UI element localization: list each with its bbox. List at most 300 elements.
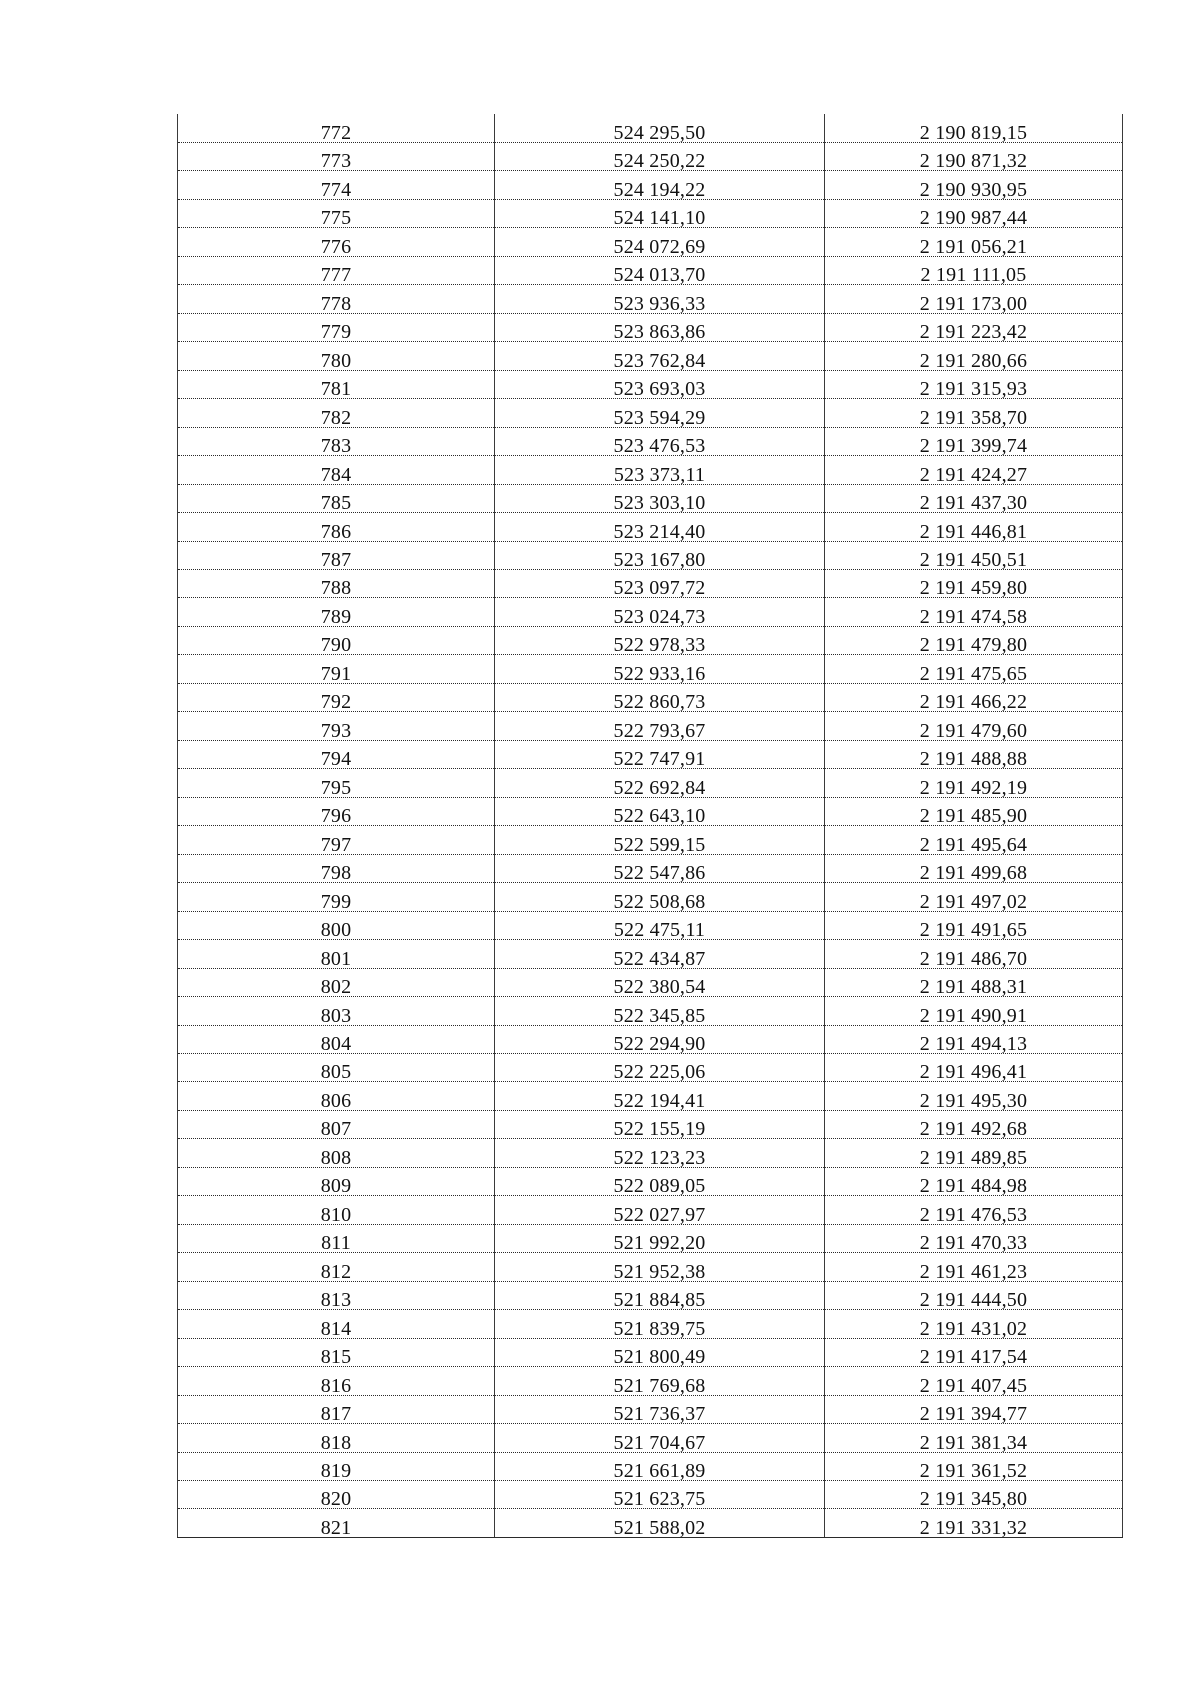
table-row bbox=[178, 1395, 1123, 1423]
y-coordinate-text: 2 191 431,02 bbox=[919, 1317, 1028, 1340]
table-row bbox=[178, 683, 1123, 711]
table-row bbox=[178, 541, 1123, 569]
x-coordinate-cell bbox=[495, 769, 825, 797]
y-coordinate-text: 2 191 488,88 bbox=[919, 748, 1028, 771]
y-coordinate-cell bbox=[825, 1196, 1123, 1224]
point-number-cell bbox=[178, 598, 495, 626]
x-coordinate-cell bbox=[495, 256, 825, 287]
x-coordinate-cell bbox=[495, 1424, 825, 1452]
y-coordinate-text: 2 191 495,30 bbox=[919, 1089, 1028, 1112]
point-number-text: 821 bbox=[320, 1516, 352, 1539]
point-number-text: 773 bbox=[320, 150, 352, 173]
x-coordinate-cell bbox=[495, 997, 825, 1025]
y-coordinate-cell bbox=[825, 114, 1123, 142]
x-coordinate-cell bbox=[495, 740, 825, 771]
y-coordinate-text: 2 191 450,51 bbox=[919, 549, 1028, 571]
point-number-cell bbox=[178, 940, 495, 968]
point-number-text: 815 bbox=[320, 1346, 352, 1369]
y-coordinate-cell bbox=[825, 968, 1123, 999]
y-coordinate-text: 2 191 223,42 bbox=[919, 321, 1028, 344]
y-coordinate-cell bbox=[825, 826, 1123, 854]
point-number-cell bbox=[178, 1196, 495, 1224]
point-number-text: 797 bbox=[320, 833, 352, 856]
y-coordinate-cell bbox=[825, 399, 1123, 427]
point-number-cell bbox=[178, 1224, 495, 1255]
point-number-cell bbox=[178, 854, 495, 885]
y-coordinate-text: 2 191 315,93 bbox=[919, 378, 1028, 401]
y-coordinate-text: 2 191 407,45 bbox=[919, 1374, 1028, 1397]
y-coordinate-text: 2 191 479,60 bbox=[919, 719, 1028, 742]
y-coordinate-cell bbox=[825, 228, 1123, 256]
x-coordinate-cell bbox=[495, 1481, 825, 1509]
x-coordinate-cell bbox=[495, 968, 825, 999]
y-coordinate-cell bbox=[825, 1053, 1123, 1084]
point-number-text: 809 bbox=[320, 1175, 352, 1198]
point-number-cell bbox=[178, 1281, 495, 1312]
point-number-cell bbox=[178, 370, 495, 401]
point-number-text: 785 bbox=[320, 492, 352, 515]
x-coordinate-text: 523 024,73 bbox=[613, 605, 706, 628]
point-number-cell bbox=[178, 513, 495, 541]
x-coordinate-text: 523 167,80 bbox=[613, 549, 706, 571]
table-row bbox=[178, 712, 1123, 740]
point-number-cell bbox=[178, 1338, 495, 1369]
x-coordinate-cell bbox=[495, 484, 825, 515]
point-number-cell bbox=[178, 655, 495, 683]
point-number-cell bbox=[178, 228, 495, 256]
y-coordinate-text: 2 191 492,68 bbox=[919, 1118, 1028, 1141]
y-coordinate-text: 2 191 496,41 bbox=[919, 1061, 1028, 1084]
y-coordinate-cell bbox=[825, 570, 1123, 598]
y-coordinate-text: 2 191 056,21 bbox=[919, 235, 1028, 258]
table-row bbox=[178, 940, 1123, 968]
table-row bbox=[178, 626, 1123, 654]
x-coordinate-text: 521 769,68 bbox=[613, 1374, 706, 1397]
x-coordinate-cell bbox=[495, 1338, 825, 1369]
point-number-text: 792 bbox=[320, 691, 352, 714]
y-coordinate-cell bbox=[825, 1481, 1123, 1509]
x-coordinate-cell bbox=[495, 370, 825, 401]
x-coordinate-cell bbox=[495, 171, 825, 199]
y-coordinate-text: 2 190 930,95 bbox=[919, 178, 1028, 201]
table-row bbox=[178, 1167, 1123, 1195]
table-row bbox=[178, 1253, 1123, 1281]
y-coordinate-cell bbox=[825, 1395, 1123, 1426]
coordinates-table bbox=[177, 114, 1123, 1538]
point-number-cell bbox=[178, 1167, 495, 1198]
y-coordinate-text: 2 191 461,23 bbox=[919, 1260, 1028, 1283]
y-coordinate-text: 2 191 444,50 bbox=[919, 1289, 1028, 1312]
table-row bbox=[178, 1509, 1123, 1537]
y-coordinate-text: 2 190 819,15 bbox=[919, 121, 1028, 144]
y-coordinate-cell bbox=[825, 1310, 1123, 1338]
x-coordinate-cell bbox=[495, 399, 825, 427]
x-coordinate-text: 521 952,38 bbox=[613, 1260, 706, 1283]
x-coordinate-text: 524 295,50 bbox=[613, 121, 706, 144]
table-row bbox=[178, 1196, 1123, 1224]
y-coordinate-text: 2 191 492,19 bbox=[919, 776, 1028, 799]
x-coordinate-cell bbox=[495, 228, 825, 256]
point-number-cell bbox=[178, 1367, 495, 1395]
y-coordinate-text: 2 190 871,32 bbox=[919, 150, 1028, 173]
point-number-cell bbox=[178, 911, 495, 942]
y-coordinate-text: 2 191 331,32 bbox=[919, 1516, 1028, 1539]
point-number-text: 781 bbox=[320, 378, 352, 401]
point-number-cell bbox=[178, 712, 495, 740]
point-number-text: 813 bbox=[320, 1289, 352, 1312]
y-coordinate-cell bbox=[825, 740, 1123, 771]
y-coordinate-text: 2 191 499,68 bbox=[919, 862, 1028, 885]
y-coordinate-cell bbox=[825, 997, 1123, 1025]
y-coordinate-text: 2 191 361,52 bbox=[919, 1460, 1028, 1482]
x-coordinate-cell bbox=[495, 513, 825, 541]
point-number-text: 820 bbox=[320, 1488, 352, 1511]
x-coordinate-text: 523 594,29 bbox=[613, 406, 706, 429]
point-number-text: 772 bbox=[320, 121, 352, 144]
y-coordinate-text: 2 191 417,54 bbox=[919, 1346, 1028, 1369]
point-number-cell bbox=[178, 1253, 495, 1281]
table-row bbox=[178, 399, 1123, 427]
point-number-text: 801 bbox=[320, 947, 352, 970]
table-row bbox=[178, 968, 1123, 996]
point-number-text: 775 bbox=[320, 207, 352, 230]
x-coordinate-cell bbox=[495, 1224, 825, 1255]
point-number-cell bbox=[178, 427, 495, 458]
table-row bbox=[178, 826, 1123, 854]
y-coordinate-cell bbox=[825, 199, 1123, 230]
y-coordinate-cell bbox=[825, 513, 1123, 541]
point-number-cell bbox=[178, 541, 495, 569]
x-coordinate-cell bbox=[495, 1139, 825, 1167]
y-coordinate-text: 2 191 437,30 bbox=[919, 492, 1028, 515]
x-coordinate-text: 522 380,54 bbox=[613, 976, 706, 999]
x-coordinate-text: 521 661,89 bbox=[613, 1460, 706, 1482]
point-number-text: 807 bbox=[320, 1118, 352, 1141]
x-coordinate-text: 522 793,67 bbox=[613, 719, 706, 742]
y-coordinate-cell bbox=[825, 171, 1123, 199]
x-coordinate-text: 522 692,84 bbox=[613, 776, 706, 799]
x-coordinate-text: 522 508,68 bbox=[613, 890, 706, 913]
point-number-text: 780 bbox=[320, 349, 352, 372]
y-coordinate-cell bbox=[825, 655, 1123, 683]
point-number-cell bbox=[178, 740, 495, 771]
x-coordinate-cell bbox=[495, 655, 825, 683]
point-number-text: 777 bbox=[320, 264, 352, 287]
x-coordinate-cell bbox=[495, 199, 825, 230]
y-coordinate-text: 2 191 470,33 bbox=[919, 1232, 1028, 1255]
point-number-text: 786 bbox=[320, 520, 352, 543]
point-number-text: 790 bbox=[320, 634, 352, 657]
x-coordinate-text: 523 693,03 bbox=[613, 378, 706, 401]
point-number-cell bbox=[178, 171, 495, 199]
x-coordinate-text: 523 373,11 bbox=[613, 463, 706, 486]
table-row bbox=[178, 285, 1123, 313]
point-number-text: 799 bbox=[320, 890, 352, 913]
x-coordinate-cell bbox=[495, 1082, 825, 1110]
x-coordinate-text: 521 736,37 bbox=[613, 1403, 706, 1426]
y-coordinate-text: 2 191 173,00 bbox=[919, 292, 1028, 315]
y-coordinate-cell bbox=[825, 370, 1123, 401]
point-number-cell bbox=[178, 342, 495, 370]
x-coordinate-text: 523 303,10 bbox=[613, 492, 706, 515]
y-coordinate-text: 2 191 475,65 bbox=[919, 662, 1028, 685]
y-coordinate-cell bbox=[825, 1338, 1123, 1369]
x-coordinate-cell bbox=[495, 570, 825, 598]
x-coordinate-text: 523 097,72 bbox=[613, 577, 706, 600]
point-number-cell bbox=[178, 570, 495, 598]
x-coordinate-cell bbox=[495, 541, 825, 569]
point-number-text: 778 bbox=[320, 292, 352, 315]
table-row bbox=[178, 484, 1123, 512]
x-coordinate-text: 523 214,40 bbox=[613, 520, 706, 543]
table-row bbox=[178, 513, 1123, 541]
point-number-cell bbox=[178, 484, 495, 515]
y-coordinate-text: 2 191 488,31 bbox=[919, 976, 1028, 999]
y-coordinate-cell bbox=[825, 1253, 1123, 1281]
x-coordinate-cell bbox=[495, 1253, 825, 1281]
table-row bbox=[178, 883, 1123, 911]
point-number-text: 816 bbox=[320, 1374, 352, 1397]
point-number-text: 805 bbox=[320, 1061, 352, 1084]
table-row bbox=[178, 1338, 1123, 1366]
point-number-text: 803 bbox=[320, 1004, 352, 1027]
y-coordinate-text: 2 191 495,64 bbox=[919, 833, 1028, 856]
x-coordinate-text: 521 992,20 bbox=[613, 1232, 706, 1255]
x-coordinate-text: 524 072,69 bbox=[613, 235, 706, 258]
y-coordinate-text: 2 191 486,70 bbox=[919, 947, 1028, 970]
table-row bbox=[178, 1310, 1123, 1338]
table-row bbox=[178, 1281, 1123, 1309]
table-row bbox=[178, 142, 1123, 170]
point-number-text: 788 bbox=[320, 577, 352, 600]
x-coordinate-cell bbox=[495, 712, 825, 740]
point-number-text: 818 bbox=[320, 1431, 352, 1454]
point-number-cell bbox=[178, 1452, 495, 1480]
point-number-text: 811 bbox=[321, 1232, 351, 1255]
y-coordinate-cell bbox=[825, 769, 1123, 797]
point-number-cell bbox=[178, 1082, 495, 1110]
y-coordinate-text: 2 191 446,81 bbox=[919, 520, 1028, 543]
point-number-cell bbox=[178, 399, 495, 427]
point-number-text: 798 bbox=[320, 862, 352, 885]
x-coordinate-text: 524 194,22 bbox=[613, 178, 706, 201]
point-number-text: 796 bbox=[320, 805, 352, 828]
y-coordinate-text: 2 191 489,85 bbox=[919, 1146, 1028, 1169]
x-coordinate-text: 522 089,05 bbox=[613, 1175, 706, 1198]
point-number-text: 806 bbox=[320, 1089, 352, 1112]
x-coordinate-cell bbox=[495, 1196, 825, 1224]
y-coordinate-text: 2 191 111,05 bbox=[920, 264, 1027, 287]
x-coordinate-cell bbox=[495, 940, 825, 968]
x-coordinate-text: 522 933,16 bbox=[613, 662, 706, 685]
table-row bbox=[178, 655, 1123, 683]
x-coordinate-cell bbox=[495, 598, 825, 626]
y-coordinate-cell bbox=[825, 1424, 1123, 1452]
x-coordinate-cell bbox=[495, 883, 825, 911]
y-coordinate-cell bbox=[825, 1281, 1123, 1312]
x-coordinate-text: 522 475,11 bbox=[613, 919, 706, 942]
y-coordinate-cell bbox=[825, 1452, 1123, 1480]
point-number-cell bbox=[178, 683, 495, 714]
coordinates-table-body bbox=[178, 114, 1123, 1537]
x-coordinate-cell bbox=[495, 285, 825, 313]
x-coordinate-text: 522 599,15 bbox=[613, 833, 706, 856]
point-number-cell bbox=[178, 626, 495, 657]
x-coordinate-cell bbox=[495, 1452, 825, 1480]
point-number-cell bbox=[178, 313, 495, 344]
point-number-text: 791 bbox=[320, 662, 352, 685]
point-number-text: 810 bbox=[320, 1203, 352, 1226]
x-coordinate-cell bbox=[495, 1167, 825, 1198]
point-number-text: 814 bbox=[320, 1317, 352, 1340]
point-number-cell bbox=[178, 142, 495, 173]
x-coordinate-text: 522 434,87 bbox=[613, 947, 706, 970]
y-coordinate-cell bbox=[825, 797, 1123, 828]
point-number-cell bbox=[178, 256, 495, 287]
x-coordinate-text: 521 800,49 bbox=[613, 1346, 706, 1369]
x-coordinate-text: 523 476,53 bbox=[613, 435, 706, 458]
x-coordinate-text: 522 547,86 bbox=[613, 862, 706, 885]
x-coordinate-cell bbox=[495, 1110, 825, 1141]
table-row bbox=[178, 1110, 1123, 1138]
y-coordinate-cell bbox=[825, 1082, 1123, 1110]
y-coordinate-text: 2 191 459,80 bbox=[919, 577, 1028, 600]
y-coordinate-text: 2 191 485,90 bbox=[919, 805, 1028, 828]
x-coordinate-text: 523 762,84 bbox=[613, 349, 706, 372]
table-row bbox=[178, 199, 1123, 227]
x-coordinate-cell bbox=[495, 1395, 825, 1426]
table-row bbox=[178, 598, 1123, 626]
x-coordinate-text: 521 623,75 bbox=[613, 1488, 706, 1511]
table-row bbox=[178, 1139, 1123, 1167]
table-row bbox=[178, 370, 1123, 398]
table-row bbox=[178, 342, 1123, 370]
x-coordinate-cell bbox=[495, 313, 825, 344]
y-coordinate-text: 2 191 466,22 bbox=[919, 691, 1028, 714]
x-coordinate-cell bbox=[495, 797, 825, 828]
point-number-cell bbox=[178, 456, 495, 484]
y-coordinate-cell bbox=[825, 1167, 1123, 1198]
point-number-cell bbox=[178, 199, 495, 230]
x-coordinate-cell bbox=[495, 826, 825, 854]
x-coordinate-cell bbox=[495, 342, 825, 370]
y-coordinate-cell bbox=[825, 883, 1123, 911]
point-number-cell bbox=[178, 883, 495, 911]
y-coordinate-cell bbox=[825, 1110, 1123, 1141]
x-coordinate-cell bbox=[495, 854, 825, 885]
y-coordinate-text: 2 191 476,53 bbox=[919, 1203, 1028, 1226]
x-coordinate-text: 523 863,86 bbox=[613, 321, 706, 344]
x-coordinate-cell bbox=[495, 456, 825, 484]
x-coordinate-text: 522 194,41 bbox=[613, 1089, 706, 1112]
point-number-text: 812 bbox=[320, 1260, 352, 1283]
point-number-cell bbox=[178, 997, 495, 1025]
point-number-cell bbox=[178, 1395, 495, 1426]
x-coordinate-cell bbox=[495, 114, 825, 142]
point-number-cell bbox=[178, 1053, 495, 1084]
table-row bbox=[178, 171, 1123, 199]
x-coordinate-text: 522 643,10 bbox=[613, 805, 706, 828]
x-coordinate-cell bbox=[495, 911, 825, 942]
x-coordinate-text: 522 123,23 bbox=[613, 1146, 706, 1169]
y-coordinate-text: 2 191 424,27 bbox=[919, 463, 1028, 486]
point-number-text: 800 bbox=[320, 919, 352, 942]
y-coordinate-text: 2 191 394,77 bbox=[919, 1403, 1028, 1426]
x-coordinate-text: 524 013,70 bbox=[613, 264, 706, 287]
point-number-cell bbox=[178, 1481, 495, 1509]
table-row bbox=[178, 114, 1123, 142]
x-coordinate-cell bbox=[495, 1025, 825, 1053]
x-coordinate-cell bbox=[495, 1053, 825, 1084]
point-number-cell bbox=[178, 826, 495, 854]
x-coordinate-text: 521 588,02 bbox=[613, 1516, 706, 1539]
x-coordinate-text: 521 704,67 bbox=[613, 1431, 706, 1454]
point-number-text: 787 bbox=[320, 549, 352, 571]
point-number-cell bbox=[178, 1424, 495, 1452]
x-coordinate-text: 522 225,06 bbox=[613, 1061, 706, 1084]
x-coordinate-cell bbox=[495, 142, 825, 173]
table-row bbox=[178, 1025, 1123, 1053]
x-coordinate-text: 522 860,73 bbox=[613, 691, 706, 714]
point-number-cell bbox=[178, 1110, 495, 1141]
point-number-text: 784 bbox=[320, 463, 352, 486]
point-number-cell bbox=[178, 1025, 495, 1053]
table-row bbox=[178, 1481, 1123, 1509]
x-coordinate-cell bbox=[495, 1310, 825, 1338]
y-coordinate-text: 2 191 497,02 bbox=[919, 890, 1028, 913]
y-coordinate-text: 2 191 358,70 bbox=[919, 406, 1028, 429]
x-coordinate-cell bbox=[495, 1367, 825, 1395]
y-coordinate-cell bbox=[825, 626, 1123, 657]
x-coordinate-text: 524 141,10 bbox=[613, 207, 706, 230]
table-row bbox=[178, 256, 1123, 284]
table-row bbox=[178, 797, 1123, 825]
y-coordinate-cell bbox=[825, 541, 1123, 569]
x-coordinate-text: 522 978,33 bbox=[613, 634, 706, 657]
table-row bbox=[178, 1452, 1123, 1480]
y-coordinate-cell bbox=[825, 1139, 1123, 1167]
y-coordinate-cell bbox=[825, 313, 1123, 344]
point-number-text: 776 bbox=[320, 235, 352, 258]
y-coordinate-text: 2 191 399,74 bbox=[919, 435, 1028, 458]
point-number-text: 808 bbox=[320, 1146, 352, 1169]
y-coordinate-cell bbox=[825, 256, 1123, 287]
y-coordinate-cell bbox=[825, 1509, 1123, 1537]
table-row bbox=[178, 456, 1123, 484]
y-coordinate-cell bbox=[825, 1224, 1123, 1255]
y-coordinate-text: 2 191 494,13 bbox=[919, 1032, 1028, 1055]
x-coordinate-text: 522 155,19 bbox=[613, 1118, 706, 1141]
x-coordinate-cell bbox=[495, 1281, 825, 1312]
x-coordinate-text: 522 294,90 bbox=[613, 1032, 706, 1055]
table-row bbox=[178, 228, 1123, 256]
point-number-text: 817 bbox=[320, 1403, 352, 1426]
table-row bbox=[178, 911, 1123, 939]
table-row bbox=[178, 997, 1123, 1025]
table-row bbox=[178, 1082, 1123, 1110]
x-coordinate-text: 523 936,33 bbox=[613, 292, 706, 315]
table-row bbox=[178, 427, 1123, 455]
table-row bbox=[178, 1367, 1123, 1395]
y-coordinate-cell bbox=[825, 911, 1123, 942]
point-number-text: 819 bbox=[320, 1460, 352, 1482]
point-number-text: 804 bbox=[320, 1032, 352, 1055]
table-row bbox=[178, 1053, 1123, 1081]
point-number-cell bbox=[178, 1310, 495, 1338]
x-coordinate-text: 522 345,85 bbox=[613, 1004, 706, 1027]
y-coordinate-cell bbox=[825, 484, 1123, 515]
x-coordinate-text: 522 027,97 bbox=[613, 1203, 706, 1226]
